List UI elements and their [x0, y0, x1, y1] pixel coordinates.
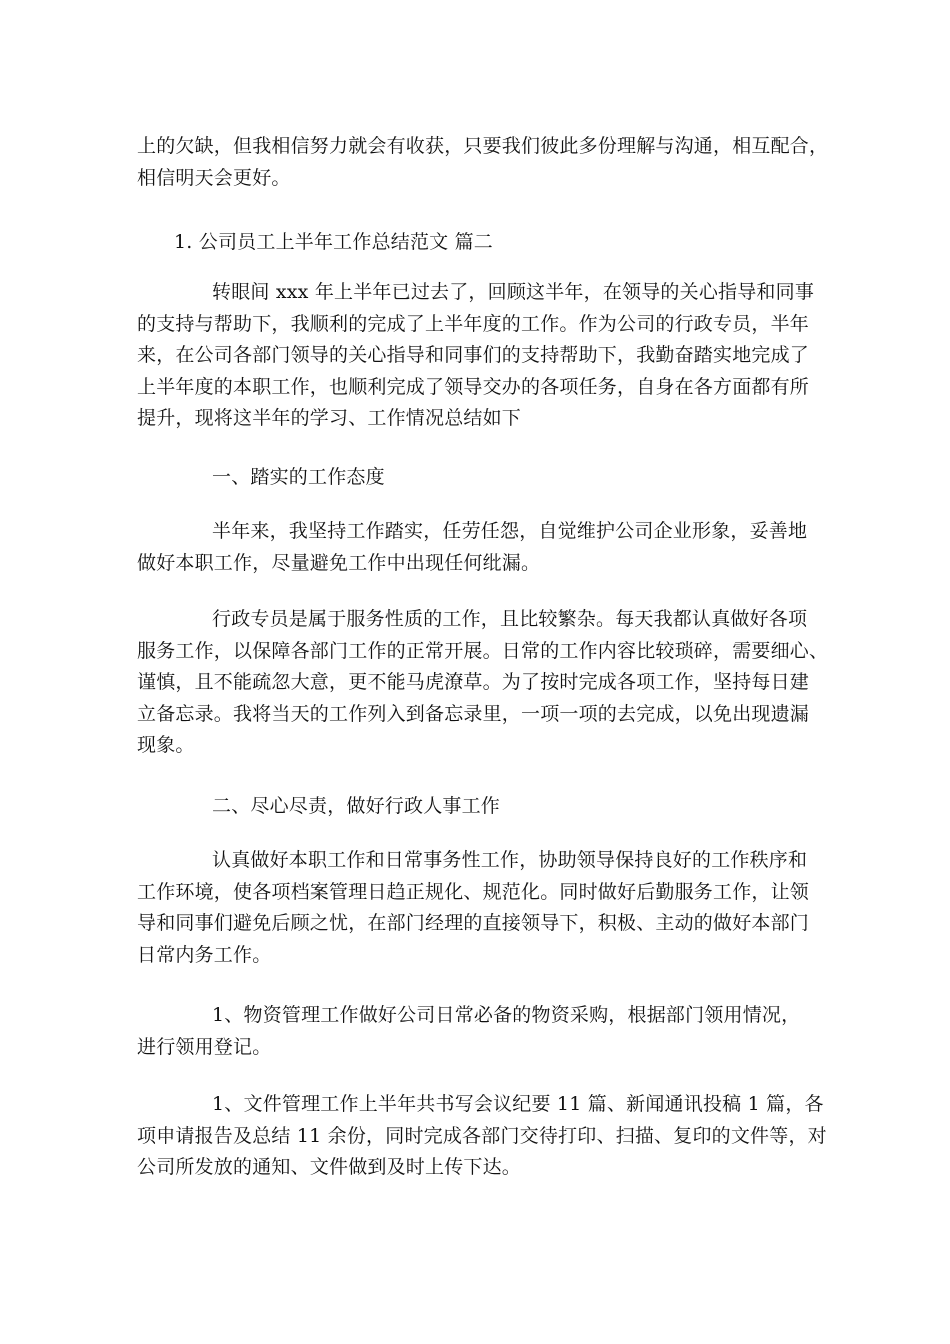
- text-line: 1、文件管理工作上半年共书写会议纪要 11 篇、新闻通讯投稿 1 篇，各: [212, 1093, 824, 1115]
- text-line: 日常内务工作。: [137, 943, 272, 966]
- text-line: 认真做好本职工作和日常事务性工作，协助领导保持良好的工作秩序和: [212, 849, 808, 871]
- text-line: 现象。: [137, 734, 195, 756]
- heading-line: 二、尽心尽责，做好行政人事工作: [212, 795, 501, 817]
- section-heading-2: [137, 791, 813, 823]
- text-line: 行政专员是属于服务性质的工作，且比较繁杂。每天我都认真做好各项: [212, 608, 808, 630]
- paragraph-continued: [137, 131, 829, 194]
- text-line: 上半年度的本职工作，也顺利完成了领导交办的各项任务，自身在各方面都有所: [137, 375, 810, 398]
- text-line: 相信明天会更好。: [137, 166, 291, 189]
- paragraph-attitude: [137, 516, 813, 579]
- article-heading: [137, 227, 813, 259]
- text-line: 来，在公司各部门领导的关心指导和同事们的支持帮助下，我勤奋踏实地完成了: [137, 344, 810, 366]
- text-line: 上的欠缺，但我相信努力就会有收获，只要我们彼此多份理解与沟通，相互配合，: [137, 135, 829, 157]
- text-line: 谨慎，且不能疏忽大意，更不能马虎潦草。为了按时完成各项工作，坚持每日建: [137, 671, 810, 693]
- paragraph-documents: [137, 1089, 827, 1184]
- text-line: 转眼间 xxx 年上半年已过去了，回顾这半年，在领导的关心指导和同事: [212, 281, 815, 303]
- text-line: 服务工作，以保障各部门工作的正常开展。日常的工作内容比较琐碎，需要细心、: [137, 639, 829, 662]
- text-line: 1、物资管理工作做好公司日常必备的物资采购，根据部门领用情况，: [212, 1004, 801, 1026]
- text-line: 项申请报告及总结 11 余份，同时完成各部门交待打印、扫描、复印的文件等，对: [137, 1124, 827, 1147]
- text-line: 半年来，我坚持工作踏实，任劳任怨，自觉维护公司企业形象，妥善地: [212, 520, 808, 542]
- text-line: 导和同事们避免后顾之忧，在部门经理的直接领导下，积极、主动的做好本部门: [137, 912, 810, 934]
- paragraph-admin-role: [137, 604, 829, 762]
- paragraph-intro: [137, 277, 813, 435]
- heading-line: 1. 公司员工上半年工作总结范文 篇二: [174, 231, 494, 253]
- paragraph-duties: [137, 845, 813, 971]
- text-line: 提升，现将这半年的学习、工作情况总结如下: [137, 407, 522, 429]
- text-line: 的支持与帮助下，我顺利的完成了上半年度的工作。作为公司的行政专员，半年: [137, 312, 810, 335]
- paragraph-materials: [137, 1000, 813, 1063]
- section-heading-1: [137, 462, 813, 494]
- text-line: 立备忘录。我将当天的工作列入到备忘录里，一项一项的去完成，以免出现遗漏: [137, 702, 810, 725]
- heading-line: 一、踏实的工作态度: [212, 466, 385, 488]
- text-line: 做好本职工作，尽量避免工作中出现任何纰漏。: [137, 551, 541, 574]
- text-line: 工作环境，使各项档案管理日趋正规化、规范化。同时做好后勤服务工作，让领: [137, 880, 810, 903]
- text-line: 进行领用登记。: [137, 1035, 272, 1058]
- text-line: 公司所发放的通知、文件做到及时上传下达。: [137, 1156, 522, 1178]
